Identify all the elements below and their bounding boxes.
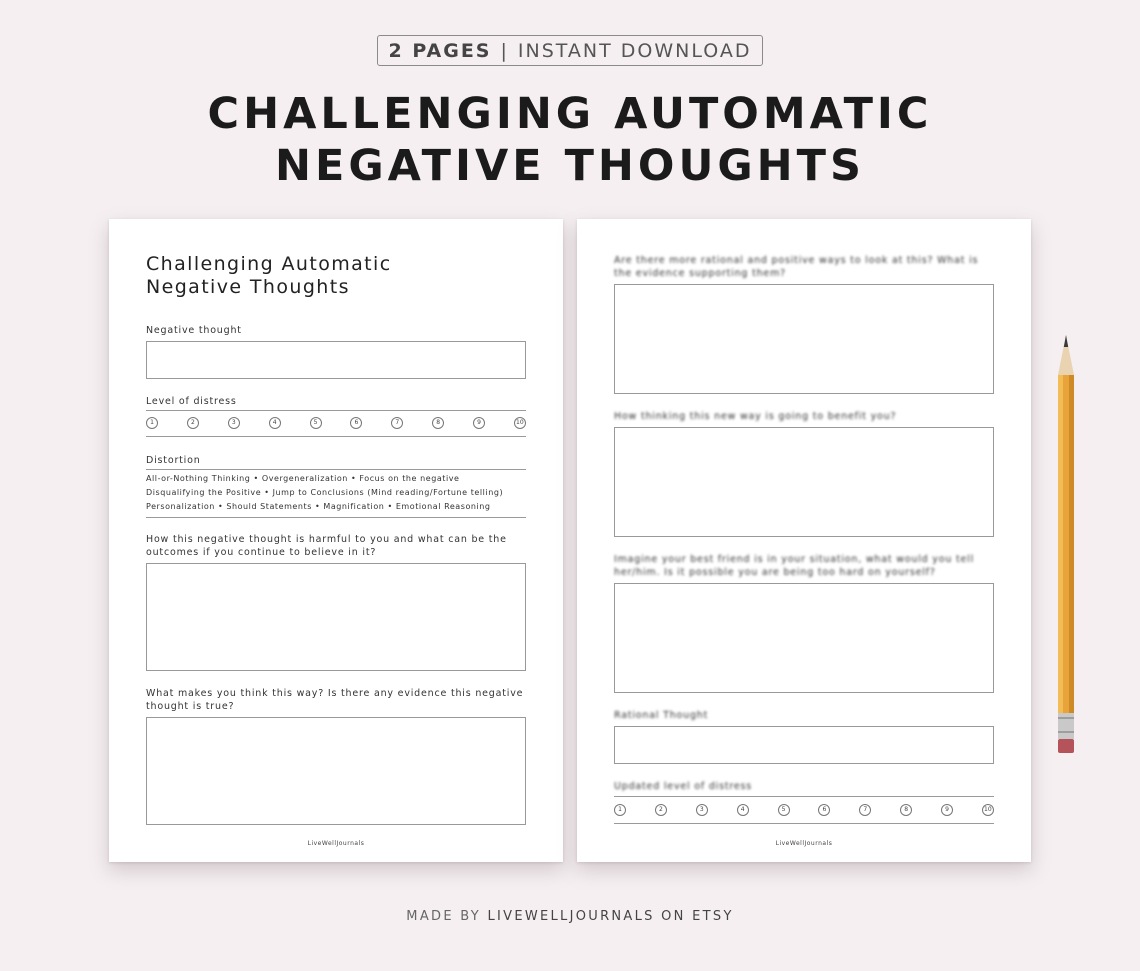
divider — [146, 469, 526, 470]
distortion-label: Distortion — [146, 455, 201, 466]
rational-question: Are there more rational and positive ways to look at this? What is the evidence supporting them? — [614, 255, 979, 279]
rational-thought-field[interactable] — [614, 726, 994, 764]
pencil-eraser — [1058, 739, 1074, 753]
scale-option[interactable]: 3 — [696, 804, 708, 816]
page-title-line-2: Negative Thoughts — [146, 276, 350, 298]
scale-option[interactable]: 10 — [982, 804, 994, 816]
page-footer: LiveWellJournals — [775, 840, 833, 847]
scale-option[interactable]: 5 — [778, 804, 790, 816]
scale-option[interactable]: 2 — [655, 804, 667, 816]
pencil-lead — [1064, 335, 1068, 347]
harm-question: How this negative thought is harmful to you and what can be the outcomes if you continue to believe in it? — [146, 534, 507, 558]
distortion-list-line: All-or-Nothing Thinking • Overgeneralization • Focus on the negative — [146, 474, 460, 483]
scale-option[interactable]: 9 — [941, 804, 953, 816]
worksheet-page-2 — [577, 219, 1031, 862]
scale-option[interactable]: 1 — [146, 417, 158, 429]
friend-answer-box[interactable] — [614, 583, 994, 693]
scale-option[interactable]: 8 — [900, 804, 912, 816]
badge-pages: 2 PAGES — [388, 39, 492, 62]
pencil-ferrule-band — [1058, 717, 1074, 719]
divider — [146, 436, 526, 437]
negative-thought-field[interactable] — [146, 341, 526, 379]
distortion-list-line: Disqualifying the Positive • Jump to Conclusions (Mind reading/Fortune telling) — [146, 488, 504, 497]
distortion-list-line: Personalization • Should Statements • Magnification • Emotional Reasoning — [146, 502, 491, 511]
badge-download: INSTANT DOWNLOAD — [517, 39, 752, 62]
worksheet-page-1 — [109, 219, 563, 862]
updated-distress-label: Updated level of distress — [614, 781, 753, 792]
benefit-answer-box[interactable] — [614, 427, 994, 537]
scale-option[interactable]: 6 — [350, 417, 362, 429]
made-by-label: MADE BY — [406, 909, 482, 924]
evidence-answer-box[interactable] — [146, 717, 526, 825]
scale-option[interactable]: 4 — [737, 804, 749, 816]
evidence-question: What makes you think this way? Is there any evidence this negative thought is true? — [146, 688, 524, 712]
page-title-line-1: Challenging Automatic — [146, 253, 392, 275]
pencil-highlight — [1058, 375, 1063, 713]
rational-answer-box[interactable] — [614, 284, 994, 394]
divider — [614, 796, 994, 797]
headline-line-1: CHALLENGING AUTOMATIC — [207, 89, 933, 139]
distress-scale — [146, 417, 526, 429]
divider — [614, 823, 994, 824]
negative-thought-label: Negative thought — [146, 325, 242, 336]
scale-option[interactable]: 7 — [859, 804, 871, 816]
benefit-question: How thinking this new way is going to benefit you? — [614, 411, 897, 422]
scale-option[interactable]: 10 — [514, 417, 526, 429]
scale-option[interactable]: 7 — [391, 417, 403, 429]
pencil-ferrule-band — [1058, 731, 1074, 733]
instant-download-badge — [377, 35, 763, 66]
harm-answer-box[interactable] — [146, 563, 526, 671]
headline-line-2: NEGATIVE THOUGHTS — [275, 141, 865, 191]
scale-option[interactable]: 8 — [432, 417, 444, 429]
page-footer: LiveWellJournals — [307, 840, 365, 847]
scale-option[interactable]: 1 — [614, 804, 626, 816]
badge-separator: | — [500, 39, 509, 62]
made-by-credit — [0, 909, 1140, 924]
scale-option[interactable]: 9 — [473, 417, 485, 429]
scale-option[interactable]: 5 — [310, 417, 322, 429]
rational-thought-label: Rational Thought — [614, 710, 709, 721]
pencil-shadow — [1069, 375, 1074, 713]
scale-option[interactable]: 2 — [187, 417, 199, 429]
pencil-icon — [1055, 335, 1077, 757]
friend-question: Imagine your best friend is in your situation, what would you tell her/him. Is it possible you are being too hard on yourself? — [614, 554, 975, 578]
divider — [146, 410, 526, 411]
distress-label: Level of distress — [146, 396, 237, 407]
pencil-ferrule — [1058, 713, 1074, 739]
scale-option[interactable]: 4 — [269, 417, 281, 429]
updated-distress-scale — [614, 804, 994, 816]
shop-name: LIVEWELLJOURNALS ON ETSY — [487, 909, 734, 924]
divider — [146, 517, 526, 518]
scale-option[interactable]: 3 — [228, 417, 240, 429]
scale-option[interactable]: 6 — [818, 804, 830, 816]
